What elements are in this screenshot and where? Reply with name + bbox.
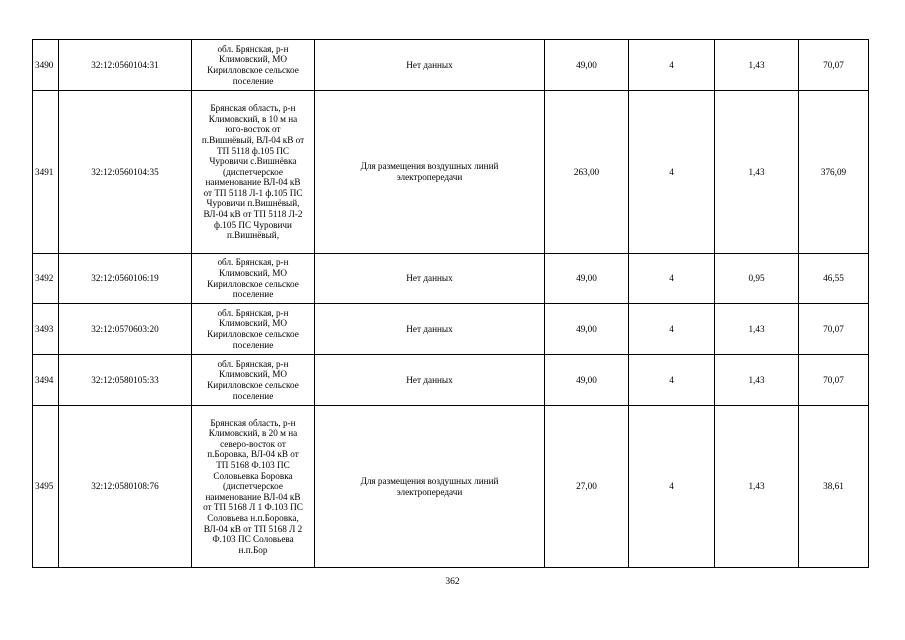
total-value: 70,07	[799, 40, 869, 91]
table-row	[33, 91, 869, 254]
plot-area: 49,00	[545, 304, 629, 355]
total-value: 46,55	[799, 254, 869, 304]
plot-purpose: Нет данных	[315, 355, 545, 406]
rate-value: 1,43	[715, 91, 799, 254]
table-row	[33, 406, 869, 568]
cadastral-number: 32:12:0580108:76	[59, 406, 192, 568]
plot-purpose: Нет данных	[315, 304, 545, 355]
cadastral-number: 32:12:0580105:33	[59, 355, 192, 406]
plot-area: 49,00	[545, 254, 629, 304]
total-value: 38,61	[799, 406, 869, 568]
row-number: 3493	[33, 304, 59, 355]
table-row	[33, 355, 869, 406]
cadastral-number: 32:12:0560106:19	[59, 254, 192, 304]
land-plot-table	[32, 39, 869, 568]
coefficient-value: 4	[629, 91, 715, 254]
coefficient-value: 4	[629, 40, 715, 91]
rate-value: 1,43	[715, 304, 799, 355]
plot-purpose: Для размещения воздушных линий электропередачи	[315, 91, 545, 254]
rate-value: 1,43	[715, 355, 799, 406]
table-row	[33, 254, 869, 304]
total-value: 70,07	[799, 304, 869, 355]
page-number: 362	[445, 577, 460, 587]
coefficient-value: 4	[629, 355, 715, 406]
plot-address: Брянская область, р-н Климовский, в 20 м на северо-восток от п.Боровка, ВЛ-04 кВ от ТП 5168 Ф.103 ПС Соловьевка Боровка (диспетчерское наименование ВЛ-04 кВ от ТП 5168 Л 1 Ф.103 ПС Соловьева н.п.Боровка, ВЛ-04 кВ от ТП 5168 Л 2 Ф.103 ПС Соловьева н.п.Бор	[192, 406, 315, 568]
row-number: 3492	[33, 254, 59, 304]
table-row	[33, 304, 869, 355]
cadastral-number: 32:12:0560104:35	[59, 91, 192, 254]
plot-address: Брянская область, р-н Климовский, в 10 м на юго-восток от п.Вишнёвый, ВЛ-04 кВ от ТП 5118 ф.105 ПС Чуровичи с.Вишнёвка (диспетчерское наименование ВЛ-04 кВ от ТП 5118 Л-1 ф.105 ПС Чуровичи п.Вишнёвый, ВЛ-04 кВ от ТП 5118 Л-2 ф.105 ПС Чуровичи п.Вишнёвый,	[192, 91, 315, 254]
table-row	[33, 40, 869, 91]
row-number: 3494	[33, 355, 59, 406]
total-value: 70,07	[799, 355, 869, 406]
plot-area: 27,00	[545, 406, 629, 568]
coefficient-value: 4	[629, 254, 715, 304]
cadastral-number: 32:12:0560104:31	[59, 40, 192, 91]
plot-purpose: Нет данных	[315, 40, 545, 91]
rate-value: 1,43	[715, 40, 799, 91]
plot-area: 263,00	[545, 91, 629, 254]
plot-purpose: Для размещения воздушных линий электропередачи	[315, 406, 545, 568]
plot-purpose: Нет данных	[315, 254, 545, 304]
plot-area: 49,00	[545, 355, 629, 406]
row-number: 3490	[33, 40, 59, 91]
row-number: 3491	[33, 91, 59, 254]
plot-address: обл. Брянская, р-н Климовский, МО Кирилловское сельское поселение	[192, 254, 315, 304]
coefficient-value: 4	[629, 406, 715, 568]
plot-address: обл. Брянская, р-н Климовский, МО Кирилловское сельское поселение	[192, 40, 315, 91]
plot-address: обл. Брянская, р-н Климовский, МО Кирилловское сельское поселение	[192, 355, 315, 406]
plot-area: 49,00	[545, 40, 629, 91]
row-number: 3495	[33, 406, 59, 568]
plot-address: обл. Брянская, р-н Климовский, МО Кирилловское сельское поселение	[192, 304, 315, 355]
total-value: 376,09	[799, 91, 869, 254]
rate-value: 1,43	[715, 406, 799, 568]
cadastral-number: 32:12:0570603:20	[59, 304, 192, 355]
coefficient-value: 4	[629, 304, 715, 355]
rate-value: 0,95	[715, 254, 799, 304]
